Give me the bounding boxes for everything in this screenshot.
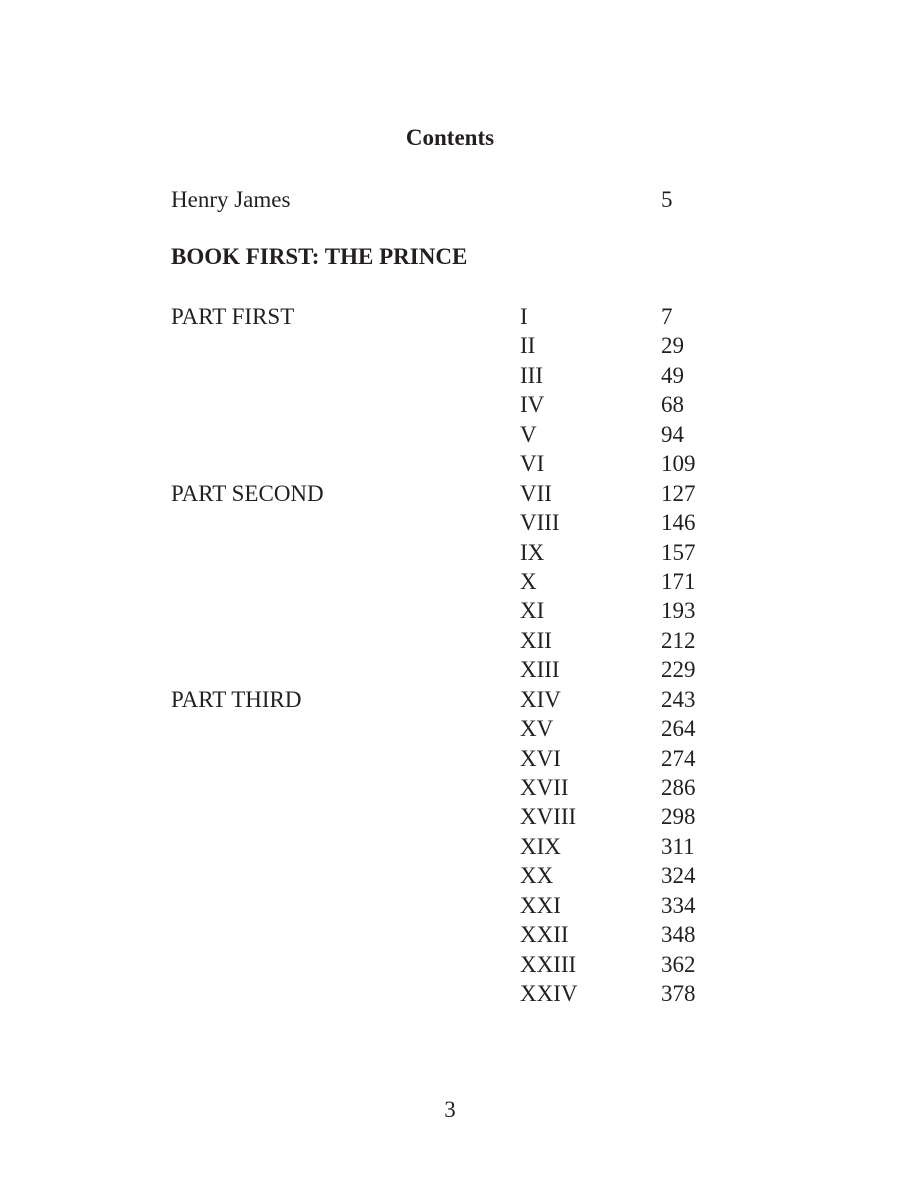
chapter-page-number: 286 — [661, 775, 696, 800]
chapter-page-number: 362 — [661, 951, 696, 977]
chapter-numeral: XI — [520, 598, 545, 624]
chapter-page-number: 49 — [661, 362, 684, 388]
chapter-row — [171, 361, 731, 390]
intro-entry — [171, 185, 731, 215]
chapter-row — [171, 390, 731, 419]
chapter-numeral: XX — [520, 863, 554, 889]
chapter-page-number: 109 — [661, 451, 696, 477]
chapter-numeral: XXI — [520, 892, 561, 918]
chapter-row — [171, 567, 731, 596]
book-title: BOOK FIRST: THE PRINCE — [171, 244, 468, 269]
chapter-numeral: VIII — [520, 510, 560, 536]
chapter-row — [171, 685, 731, 714]
chapter-page-number: 157 — [661, 539, 696, 565]
chapter-row — [171, 744, 731, 773]
chapter-page-number: 334 — [661, 892, 696, 918]
part-label: PART THIRD — [171, 686, 302, 712]
chapter-numeral: I — [520, 304, 528, 329]
chapter-row — [171, 420, 731, 449]
chapter-numeral: XXIII — [520, 951, 577, 977]
chapter-row — [171, 891, 731, 920]
contents-heading: Contents — [405, 125, 495, 150]
chapter-page-number: 193 — [661, 598, 696, 624]
chapter-numeral: XIX — [520, 833, 561, 859]
chapter-page-number: 212 — [661, 627, 696, 653]
chapter-row — [171, 479, 731, 508]
chapter-page-number: 29 — [661, 333, 684, 359]
chapter-page-number: 298 — [661, 804, 696, 830]
chapter-row — [171, 920, 731, 949]
chapter-row — [171, 861, 731, 890]
chapter-row — [171, 302, 731, 331]
chapter-numeral: III — [520, 362, 543, 388]
part-label: PART SECOND — [171, 480, 324, 506]
chapter-row — [171, 331, 731, 360]
chapter-numeral: XIII — [520, 657, 560, 683]
chapter-row — [171, 508, 731, 537]
chapter-row — [171, 655, 731, 684]
chapter-page-number: 348 — [661, 922, 696, 948]
chapter-page-number: 171 — [661, 568, 696, 594]
chapter-page-number: 378 — [661, 981, 696, 1007]
part-label: PART FIRST — [171, 304, 295, 329]
chapter-numeral: XII — [520, 627, 552, 653]
chapter-numeral: V — [520, 421, 537, 447]
chapter-row — [171, 538, 731, 567]
chapter-page-number: 274 — [661, 745, 696, 771]
chapter-page-number: 127 — [661, 480, 696, 506]
chapter-numeral: VI — [520, 451, 545, 477]
page-number: 3 — [444, 1097, 456, 1122]
chapter-row — [171, 596, 731, 625]
chapter-numeral: IX — [520, 539, 545, 565]
chapter-numeral: X — [520, 568, 537, 594]
chapter-row — [171, 714, 731, 743]
chapter-numeral: XIV — [520, 686, 561, 712]
chapter-numeral: XVI — [520, 745, 561, 771]
chapter-row — [171, 626, 731, 655]
chapter-numeral: XVIII — [520, 804, 577, 830]
chapter-page-number: 94 — [661, 421, 684, 447]
chapter-page-number: 7 — [661, 304, 673, 329]
chapter-numeral: VII — [520, 480, 552, 506]
chapter-page-number: 146 — [661, 510, 696, 536]
chapter-page-number: 229 — [661, 657, 696, 683]
chapter-list — [171, 302, 731, 1009]
chapter-row — [171, 773, 731, 802]
chapter-row — [171, 832, 731, 861]
chapter-numeral: II — [520, 333, 536, 359]
chapter-page-number: 311 — [661, 833, 695, 859]
chapter-row — [171, 979, 731, 1008]
chapter-page-number: 324 — [661, 863, 696, 889]
chapter-page-number: 68 — [661, 392, 684, 418]
chapter-numeral: XV — [520, 716, 554, 742]
chapter-numeral: XXIV — [520, 981, 578, 1007]
chapter-numeral: XVII — [520, 775, 569, 800]
chapter-page-number: 243 — [661, 686, 696, 712]
intro-page-number: 5 — [661, 187, 673, 212]
chapter-numeral: XXII — [520, 922, 569, 948]
chapter-numeral: IV — [520, 392, 545, 418]
chapter-row — [171, 950, 731, 979]
chapter-page-number: 264 — [661, 716, 696, 742]
intro-title: Henry James — [171, 187, 291, 212]
chapter-row — [171, 449, 731, 478]
chapter-row — [171, 802, 731, 831]
